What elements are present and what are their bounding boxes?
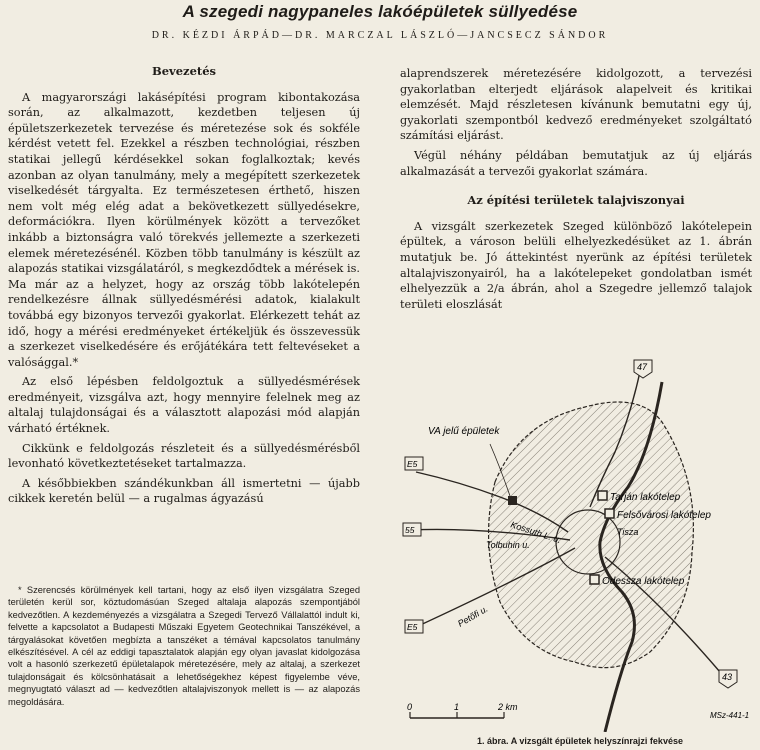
road-number-47-label: 47 [637, 362, 648, 372]
road-number-55-label: 55 [405, 525, 415, 535]
road-number-43-label: 43 [722, 672, 733, 682]
section-heading-introduction: Bevezetés [152, 64, 216, 78]
figure-caption: 1. ábra. A vizsgált épületek helyszínrajzi fekvése [477, 736, 683, 746]
paragraph: alaprendszerek méretezésére kidolgozott, a tervezési gyakorlatban elterjedt eljárások alapelveit és kritikai elemzését. Majd részletesen kívánunk bemutatni egy új, gyakorlati szempontból kedvező eredményeket szolgáltató számítási eljárást. [400, 67, 752, 143]
scale-label-1: 1 [454, 702, 460, 712]
figure-code: MSz-441-1 [710, 711, 750, 720]
section-heading-soil-conditions: Az építési területek talajviszonyai [467, 193, 685, 208]
footnote [8, 584, 360, 708]
road-number-e5-north-label: E5 [407, 459, 418, 469]
road-number-43 [719, 670, 737, 688]
site-map-figure [400, 352, 756, 732]
road-number-e5-south-label: E5 [407, 622, 418, 632]
scale-label-2km: 2 km [498, 702, 518, 712]
right-column [400, 66, 752, 316]
road-number-e5-south [405, 620, 423, 633]
va-building-marker [605, 509, 614, 518]
paragraph: A későbbiekben szándékunkban áll ismertetni — újabb cikkek keretén belül — a rugalmas ágyazású [8, 476, 360, 506]
left-column [8, 62, 360, 511]
paragraph: A vizsgált szerkezetek Szeged különböző lakótelepein épültek, a városon belüli elhelyezkedésüket az 1. ábrán mutatjuk be. Jó áttekintést nyerünk az építési területek altalajviszonyairól, ha a lakótelepeket gondolatban ismét elhelyezzük a 2/a ábrán, ahol a Szegedre jellemző talajok területi eloszlását [400, 219, 752, 311]
scale-bar [407, 702, 518, 718]
road-number-55 [403, 523, 421, 536]
va-building-marker [508, 496, 517, 505]
va-building-marker [598, 491, 607, 500]
estate-label-felsovaros: Felsővárosi lakótelep [617, 510, 711, 521]
street-label-tolbuhin: Tolbuhin u. [486, 540, 530, 550]
legend-label: VA jelű épületek [428, 426, 500, 437]
paragraph: A magyarországi lakásépítési program kibontakozása során, az alkalmazott, kezdetben teljesen új épületszerkezetek tervezése és méretezése sok és sokféle kérdést vetett fel. Ezekkel a részben technológiai, részben statikai jellegű kérdésekkel sokan foglalkoztak; kevés azonban az olyan tanulmány, mely a megépített szerkezetek viselkedését tárgyalta. Ez természetesen érthető, hiszen nem volt még elég adat a bekövetkezett süllyedésekre, deformációkra. Ilyen körülmények között a tervezőket inkább a biztonságra való törekvés jellemezte a szerkezeti elemek méretezésénél. Közben több tanulmány is készült az alapozás statikai vizsgálatáról, s megkezdődtek a mérések is. Ma már az a helyzet, hogy az ország több lakótelepén rendelkezésre állnak süllyedésmérési adatok, kialakult továbbá egy bizonyos tervezői gyakorlat. Elérkezett tehát az idő, hogy a mérési eredményeket értékeljük és összevessük a szerkezet viselkedésére és erőjátékára tett feltevéseket a valósággal.* [8, 90, 360, 369]
road-number-e5-north [405, 457, 423, 470]
va-building-marker [590, 575, 599, 584]
paragraph: Az első lépésben feldolgoztuk a süllyedésmérések eredményeit, vizsgálva azt, hogy mennyire felelnek meg az altalaj tulajdonságai és a választott alapozási mód alapján várható értéknek. [8, 375, 360, 436]
estate-label-odessza: Odessza lakótelep [602, 576, 685, 587]
paragraph: Cikkünk e feldolgozás részleteit és a süllyedésmérésből levonható következtetéseket tartalmazza. [8, 441, 360, 471]
street-label-petofi: Petőfi u. [456, 603, 490, 629]
paragraph: Végül néhány példában bemutatjuk az új eljárás alkalmazását a tervezői gyakorlat számára. [400, 148, 752, 178]
road-number-47 [634, 360, 652, 378]
street-label-kossuth: Kossuth L. u. [509, 519, 563, 546]
article-title: A szegedi nagypaneles lakóépületek süllyedése [182, 2, 578, 21]
estate-label-tarjan: Tarján lakótelep [610, 492, 681, 503]
scale-label-0: 0 [407, 702, 413, 712]
article-authors: DR. KÉZDI ÁRPÁD—DR. MARCZAL LÁSZLÓ—JANCSECZ SÁNDOR [151, 30, 609, 41]
city-outline [489, 402, 694, 668]
footnote-text: * Szerencsés körülmények kell tartani, hogy az első ilyen vizsgálatra Szeged területén kerül sor, köztudomásúan Szeged altalaja alapozás szempontjából kedvezőtlen. A kezdeményezés a vizsgálatra a Szegedi Tervező Vállalattól indult ki, felvette a kapcsolatot a Budapesti Műszaki Egyetem Geotechnikai Tanszékével, a tárgyalásokat követően megbízta a tanszéket a témával kapcsolatos tanulmány elkészítésével. A cél az eddigi tapasztalatok alapján egy olyan javaslat kidolgozása volt a hasonló szerkezetű épületalapok méretezésére, mely az altalaj, a szerkezet tulajdonságait és kölcsönhatásait a lehetőségekhez képest figyelembe véve, megnyugtató választ ad — kedvezőtlen altalajviszonyok mellett is — az alapozás megoldására. [8, 585, 360, 707]
river-label-tisza: Tisza [617, 527, 639, 537]
